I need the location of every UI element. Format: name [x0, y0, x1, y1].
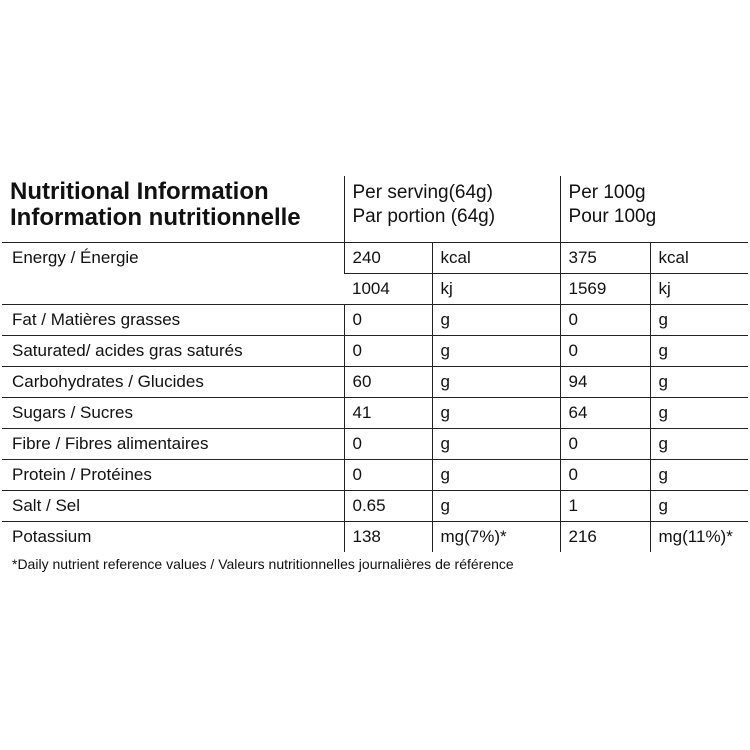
serving-value: 0.65 [344, 491, 432, 522]
serving-value: 41 [344, 398, 432, 429]
nutrient-name: Protein / Protéines [2, 460, 344, 491]
serving-unit: g [432, 429, 560, 460]
table-row [2, 367, 748, 398]
serving-unit: g [432, 398, 560, 429]
serving-unit: g [432, 367, 560, 398]
table-row [2, 305, 748, 336]
per100-unit: g [650, 305, 748, 336]
per100-value: 64 [560, 398, 650, 429]
nutrient-name: Carbohydrates / Glucides [2, 367, 344, 398]
per100-value: 0 [560, 429, 650, 460]
per100-value: 1 [560, 491, 650, 522]
per-100g-french: Pour 100g [568, 206, 657, 227]
nutrient-name: Fibre / Fibres alimentaires [2, 429, 344, 460]
nutrient-name: Sugars / Sucres [2, 398, 344, 429]
nutrient-name: Saturated/ acides gras saturés [2, 336, 344, 367]
nutrition-label [2, 176, 748, 552]
per-100g-english: Per 100g [568, 182, 646, 203]
per100-unit: g [650, 429, 748, 460]
serving-unit: g [432, 491, 560, 522]
serving-value: 1004 [344, 274, 432, 305]
title-english: Nutritional Information [10, 178, 269, 205]
serving-unit: g [432, 305, 560, 336]
per100-value: 94 [560, 367, 650, 398]
per-serving-header [344, 176, 560, 243]
per100-value: 0 [560, 336, 650, 367]
footnote: *Daily nutrient reference values / Valeurs nutritionnelles journalières de référence [12, 556, 514, 572]
per100-value: 375 [560, 243, 650, 274]
serving-value: 0 [344, 336, 432, 367]
serving-value: 240 [344, 243, 432, 274]
serving-value: 0 [344, 305, 432, 336]
per-100g-header [560, 176, 748, 243]
nutrient-name: Salt / Sel [2, 491, 344, 522]
serving-unit: g [432, 460, 560, 491]
serving-unit: mg(7%)* [432, 522, 560, 553]
serving-unit: kj [432, 274, 560, 305]
table-title [2, 176, 344, 243]
per-serving-french: Par portion (64g) [352, 206, 496, 227]
per100-value: 1569 [560, 274, 650, 305]
serving-value: 60 [344, 367, 432, 398]
per100-value: 0 [560, 305, 650, 336]
serving-unit: g [432, 336, 560, 367]
nutrient-name: Fat / Matières grasses [2, 305, 344, 336]
table-header-row [2, 176, 748, 243]
per100-value: 216 [560, 522, 650, 553]
table-row [2, 460, 748, 491]
per100-unit: g [650, 367, 748, 398]
table-row [2, 243, 748, 274]
serving-value: 0 [344, 460, 432, 491]
serving-unit: kcal [432, 243, 560, 274]
per100-value: 0 [560, 460, 650, 491]
table-row [2, 491, 748, 522]
per100-unit: g [650, 460, 748, 491]
nutrient-name: Energy / Énergie [2, 243, 344, 305]
per100-unit: g [650, 398, 748, 429]
per100-unit: g [650, 336, 748, 367]
per100-unit: g [650, 491, 748, 522]
nutrient-name: Potassium [2, 522, 344, 553]
per100-unit: kj [650, 274, 748, 305]
table-row [2, 429, 748, 460]
table-row [2, 522, 748, 553]
per100-unit: mg(11%)* [650, 522, 748, 553]
per-serving-english: Per serving(64g) [352, 182, 493, 203]
title-french: Information nutritionnelle [10, 204, 301, 231]
table-row [2, 398, 748, 429]
table-row [2, 336, 748, 367]
serving-value: 0 [344, 429, 432, 460]
nutrition-table [2, 176, 748, 552]
serving-value: 138 [344, 522, 432, 553]
per100-unit: kcal [650, 243, 748, 274]
